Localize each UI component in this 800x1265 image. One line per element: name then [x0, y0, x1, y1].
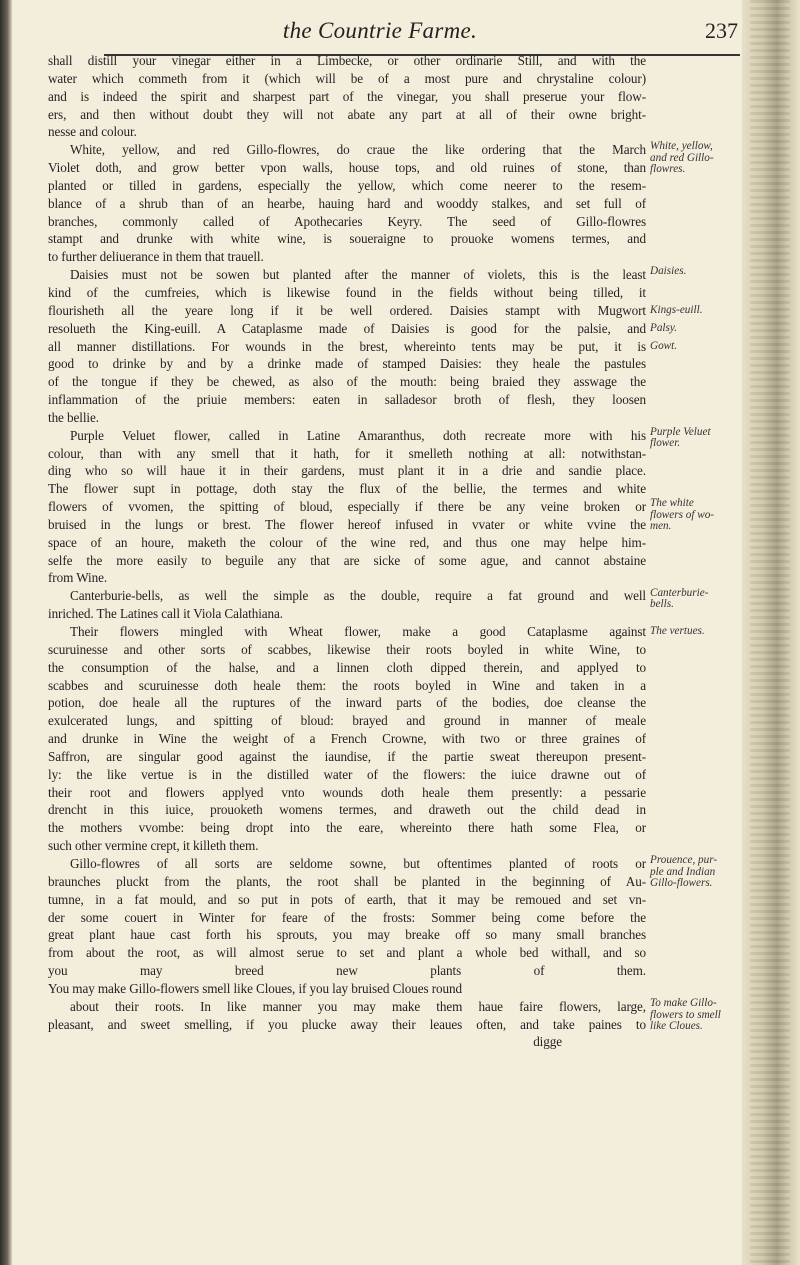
text-line: potion, doe heale all the ruptures of the inward parts of the bodies, doe cleanse the	[48, 695, 646, 711]
margin-note-line: The vertues.	[650, 625, 705, 638]
text-line: The flower supt in pottage, doth stay the flux of the bellie, the termes and white	[48, 481, 646, 497]
margin-note-line: ple and Indian	[650, 865, 716, 878]
text-line: Gillo-flowres of all sorts are seldome sowne, but oftentimes planted of roots or	[70, 855, 646, 871]
text-line: flowers of vvomen, the spitting of bloud, especially if there be any veine broken or	[48, 499, 646, 515]
margin-note	[650, 427, 711, 450]
text-line: you may breed new plants of them.	[48, 963, 646, 979]
text-line: Canterburie-bells, as well the simple as the double, require a fat ground and well	[70, 588, 646, 604]
text-line: drencht in this iuice, prouoketh womens termes, and draweth out the child dead in	[48, 802, 646, 818]
margin-note-line: Purple Veluet	[650, 425, 711, 438]
text-line: resolueth the King-euill. A Cataplasme made of Daisies is good for the palsie, and	[48, 320, 646, 336]
margin-note-line: men.	[650, 520, 672, 533]
text-line: kind of the cumfreies, which is likewise found in the fields without being tilled, it	[48, 284, 646, 300]
text-line: water which commeth from it (which will be of a most pure and chrystaline colour)	[48, 70, 646, 86]
text-line: colour, than with any smell that it hath, for it smelleth nothing at all: notwithstan-	[48, 445, 646, 461]
body-text	[48, 52, 646, 1051]
margin-note-line: and red Gillo-	[650, 151, 714, 164]
margin-note-line: flowers to smell	[650, 1008, 721, 1021]
margin-note	[650, 266, 686, 278]
text-line: ding who so will haue it in their gardens, must plant it in a drie and sandie place.	[48, 463, 646, 479]
text-line: space of an houre, maketh the colour of the wine red, and thus one may helpe him-	[48, 534, 646, 550]
margin-note-line: White, yellow,	[650, 140, 713, 153]
text-line: You may make Gillo-flowers smell like Cloues, if you lay bruised Cloues round	[48, 980, 463, 996]
text-line: shall distill your vinegar either in a Limbecke, or other ordinarie Still, and with the	[48, 53, 646, 68]
text-line: Violet doth, and grow better vpon walls, house tops, and old ruines of stone, than	[48, 160, 646, 176]
text-line: the consumption of the halse, and a linnen cloth dipped therein, and applyed to	[48, 659, 646, 675]
text-line: Saffron, are singular good against the iaundise, if the partie sweat thereupon present-	[48, 748, 646, 764]
margin-note-line: like Cloues.	[650, 1020, 703, 1033]
text-line: inriched. The Latines call it Viola Calathiana.	[48, 606, 283, 622]
margin-note-line: Gowt.	[650, 339, 678, 352]
text-line: braunches pluckt from the plants, the root shall be planted in the beginning of Au-	[48, 873, 646, 889]
text-line: tumne, in a fat mould, and so put in pots of earth, that it may be remoued and set vn-	[48, 891, 646, 907]
text-line: exulcerated lungs, and spitting of bloud: brayed and ground in manner of meale	[48, 713, 646, 729]
margin-note	[650, 305, 703, 317]
margin-note-line: Prouence, pur-	[650, 854, 718, 867]
margin-note-line: Kings-euill.	[650, 303, 703, 316]
running-title: the Countrie Farme.	[282, 18, 478, 43]
text-line: planted or tilled in gardens, especially the yellow, which come neerer to the resem-	[48, 177, 646, 193]
book-gutter-shadow	[742, 0, 800, 1265]
margin-note	[650, 141, 714, 176]
text-line: from about the root, as will almost serue to set and plant a whole bed withall, and so	[48, 945, 646, 961]
margin-note-line: The white	[650, 497, 694, 510]
margin-note	[650, 341, 677, 353]
text-line: to further deliuerance in them that trauell.	[48, 249, 264, 265]
text-line: Their flowers mingled with Wheat flower, make a good Cataplasme against	[70, 624, 646, 639]
text-line: selfe the more easily to beguile any that are sicke of some ague, and cannot abstaine	[48, 552, 646, 568]
text-line: nesse and colour.	[48, 124, 137, 140]
text-line: Purple Veluet flower, called in Latine Amaranthus, doth recreate more with his	[70, 427, 646, 443]
text-line: the mothers vvombe: being dropt into the eare, whereinto there hath some Flea, or	[48, 820, 646, 836]
text-line: and drunke in Wine the weight of a French Crowne, with two or three graines of	[48, 731, 646, 747]
text-line: der some couert in Winter for feare of the frosts: Sommer being come before the	[48, 909, 646, 925]
margin-note-line: To make Gillo-	[650, 997, 717, 1010]
text-line: Daisies must not be sowen but planted after the manner of violets, this is the least	[70, 267, 646, 283]
margin-note	[650, 588, 708, 611]
margin-note-line: Canterburie-	[650, 586, 709, 599]
text-line: their root and flowers applyed vnto wounds doth heale them presently: a pessarie	[48, 784, 646, 800]
text-line: from Wine.	[48, 570, 108, 586]
text-line: bruised in the lungs or brest. The flower hereof infused in vvater or white vvine the	[48, 516, 646, 532]
text-line: all manner distillations. For wounds in the brest, whereinto tents may be put, it is	[48, 338, 646, 354]
text-line: ers, and then without doubt they will not abate any part at all of their owne bright-	[48, 106, 646, 122]
text-line: inflammation of the priuie members: eaten in salladesor broth of flesh, they loosen	[48, 392, 646, 408]
text-line: of the tongue if they be chewed, as also of the mouth: being braied they asswage the	[48, 374, 646, 390]
text-line: good to drinke by and by a drinke made of stamped Daisies: they heale the pastules	[48, 356, 646, 372]
text-line: and is indeed the spirit and sharpest part of the vinegar, you shall preserue your flow-	[48, 88, 646, 104]
margin-note-line: flowres.	[650, 163, 686, 176]
page-number: 237	[705, 18, 738, 43]
margin-note-line: Palsy.	[650, 321, 678, 334]
text-line: blance of a shrub than of an hearbe, hauing hard and wooddy stalkes, and set full of	[48, 195, 646, 211]
text-line: such other vermine crept, it killeth them.	[48, 838, 259, 854]
page-header	[60, 12, 738, 48]
text-line: the bellie.	[48, 409, 99, 425]
margin-note	[650, 855, 717, 890]
text-line: scabbes and scuruinesse doth heale them: the roots boyled in Wine and taken in a	[48, 677, 646, 693]
margin-note	[650, 626, 705, 638]
left-page-edge	[0, 0, 12, 1265]
text-line: scuruinesse and other sorts of scabbes, likewise their roots boyled in white Wine, to	[48, 641, 646, 657]
text-line: digge	[533, 1034, 562, 1050]
text-line: branches, commonly called of Apothecaries Keyry. The seed of Gillo-flowres	[48, 213, 646, 229]
margin-note-line: flower.	[650, 437, 681, 450]
text-line: great plant haue cast forth his sprouts, you may breake off so many small branches	[48, 927, 646, 943]
margin-note	[650, 323, 677, 335]
text-line: about their roots. In like manner you may make them haue faire flowers, large,	[70, 998, 646, 1014]
margin-note	[650, 998, 721, 1033]
text-line: flourisheth all the yeare long if it be well ordered. Daisies stampt with Mugwort	[48, 302, 646, 318]
margin-note-line: Gillo-flowers.	[650, 877, 713, 890]
text-line: ly: the like vertue is in the distilled water of the flowers: the iuice drawne out of	[48, 766, 646, 782]
margin-note	[650, 498, 714, 533]
margin-note-line: bells.	[650, 598, 674, 610]
margin-note-line: flowers of wo-	[650, 508, 715, 521]
margin-note-line: Daisies.	[650, 265, 687, 278]
text-line: White, yellow, and red Gillo-flowres, do craue the like ordering that the March	[70, 142, 646, 158]
text-line: stampt and drunke with white wine, is soueraigne to prouoke womens termes, and	[48, 231, 646, 247]
text-line: pleasant, and sweet smelling, if you plucke away their leaues often, and take paines to	[48, 1016, 646, 1032]
